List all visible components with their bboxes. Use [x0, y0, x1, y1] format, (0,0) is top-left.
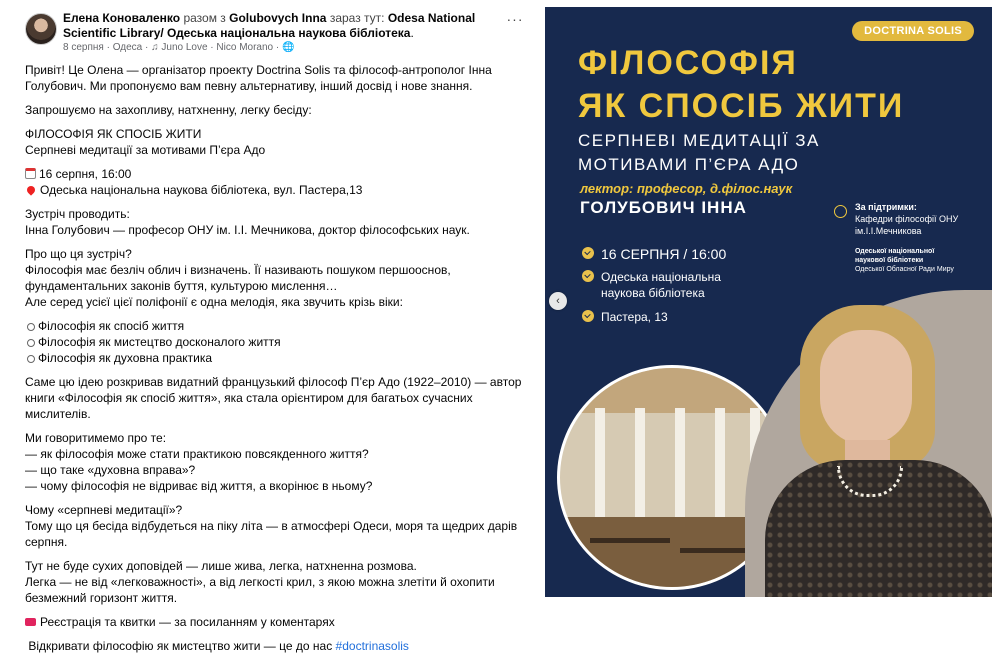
avatar[interactable] — [25, 13, 57, 45]
support-block — [855, 201, 985, 237]
lecturer-name: ГОЛУБОВИЧ ІННА — [580, 198, 747, 217]
post-meta[interactable]: 8 серпня · Одеса · ♫ Juno Love · Nico Morano · 🌐 — [63, 42, 295, 53]
intro-text: Привіт! Це Олена — організатор проекту Doctrina Solis та філософ-антрополог Інна Голубович. Ми пропонуємо вам певну альтернативу, інший досвід і нове знання. — [25, 63, 492, 93]
post-header: Елена Коноваленко разом з Golubovych Inna зараз тут: Odesa National Scientific Library/ Одеська національна наукова бібліотека. — [63, 11, 476, 40]
with-word: разом з — [183, 11, 226, 25]
list-item: Філософія як духовна практика — [38, 350, 535, 366]
date-time: 16 СЕРПНЯ / 16:00 — [601, 246, 727, 262]
tickets-text: Реєстрація та квитки — за посиланням у коментарях — [40, 615, 335, 629]
invite-text: Запрошуємо на захопливу, натхненну, легку бесіду: — [25, 103, 312, 117]
ticket-icon — [25, 618, 36, 626]
support-line: ім.І.І.Мечникова — [855, 226, 922, 236]
tagged-user[interactable]: Golubovych Inna — [229, 11, 327, 25]
hashtag-link[interactable]: #doctrinasolis — [335, 639, 409, 653]
poster-subtitle: СЕРПНЕВІ МЕДИТАЦІЇ ЗА — [578, 131, 820, 150]
talk-line: — що таке «духовна вправа»? — [25, 463, 196, 477]
talk-line: — як філософія може стати практикою повсякденного життя? — [25, 447, 369, 461]
why-heading: Чому «серпневі медитації»? — [25, 503, 183, 517]
light-text: Легка — не від «легковажності», а від легкості крил, з якою можна злетіти й охопити безмежний горизонт життя. — [25, 575, 495, 605]
support-line: Кафедри філософії ОНУ — [855, 214, 959, 224]
closing-text: Відкривати філософію як мистецтво жити — це до нас — [28, 639, 333, 653]
lecturer-role: лектор: професор, д.філос.наук — [580, 181, 793, 196]
bullet-list — [25, 318, 535, 366]
globe-icon — [834, 205, 847, 218]
talk-line: — чому філософія не відриває від життя, а вкорінює в ньому? — [25, 479, 373, 493]
library-line: наукової бібліотеки — [855, 257, 924, 264]
chevron-left-icon[interactable]: ‹ — [549, 292, 567, 310]
address: Пастера, 13 — [601, 310, 668, 324]
no-dry-text: Тут не буде сухих доповідей — лише жива, легка, натхненна розмова. — [25, 559, 417, 573]
library-block — [855, 247, 985, 274]
event-subtitle: Серпневі медитації за мотивами П’єра Адо — [25, 143, 266, 157]
event-title: ФІЛОСОФІЯ ЯК СПОСІБ ЖИТИ — [25, 127, 202, 141]
post-body — [25, 62, 535, 662]
event-place: Одеська національна наукова бібліотека, вул. Пастера,13 — [40, 183, 363, 197]
about-line: Але серед усієї цієї поліфонії є одна мелодія, яка звучить крізь віки: — [25, 295, 403, 309]
more-options-button[interactable]: ··· — [506, 11, 524, 27]
check-icon — [582, 270, 594, 282]
host-text: Інна Голубович — професор ОНУ ім. І.І. Мечникова, доктор філософських наук. — [25, 223, 470, 237]
list-item: Філософія як спосіб життя — [38, 318, 535, 334]
author-name[interactable]: Елена Коноваленко — [63, 11, 181, 25]
library-line: Одеської національної — [855, 248, 935, 255]
list-item: Філософія як мистецтво досконалого життя — [38, 334, 535, 350]
about-heading: Про що ця зустріч? — [25, 247, 132, 261]
support-heading: За підтримки: — [855, 202, 917, 212]
event-date: 16 серпня, 16:00 — [39, 167, 132, 181]
host-heading: Зустріч проводить: — [25, 207, 130, 221]
place-line: Одеська національна — [601, 270, 721, 284]
about-line: Філософія має безліч облич і визначень. Її називають пошуком першооснов, — [25, 263, 451, 277]
brand-badge: DOCTRINA SOLIS — [852, 21, 974, 41]
poster-title: ФІЛОСОФІЯ — [578, 44, 798, 82]
lecturer-photo — [745, 290, 992, 597]
talk-heading: Ми говоритимемо про те: — [25, 431, 167, 445]
calendar-icon — [25, 168, 36, 179]
check-icon — [582, 310, 594, 322]
check-icon — [582, 247, 594, 259]
at-word: зараз тут: — [329, 11, 385, 25]
pin-icon — [25, 184, 36, 195]
library-line: Одеської Обласної Ради Миру — [855, 266, 954, 273]
poster-subtitle-2: МОТИВАМИ П’ЄРА АДО — [578, 155, 800, 174]
poster-title-2: ЯК СПОСІБ ЖИТИ — [578, 87, 905, 125]
checkin-location[interactable]: Odesa National Scientific Library/ Одеська національна наукова бібліотека — [63, 11, 476, 40]
about-line: фундаментальних законів буття, культурою мислення… — [25, 279, 338, 293]
event-poster[interactable] — [545, 7, 992, 597]
hado-text: Саме цю ідею розкривав видатний французький філософ П’єр Адо (1922–2010) — автор книги «Філософія як спосіб життя», яка стала орієнтиром для багатьох сучасних мислителів. — [25, 375, 522, 421]
place-line: наукова бібліотека — [601, 286, 705, 300]
why-text: Тому що ця бесіда відбудеться на піку літа — в атмосфері Одеси, моря та щедрих дарів серпня. — [25, 519, 518, 549]
